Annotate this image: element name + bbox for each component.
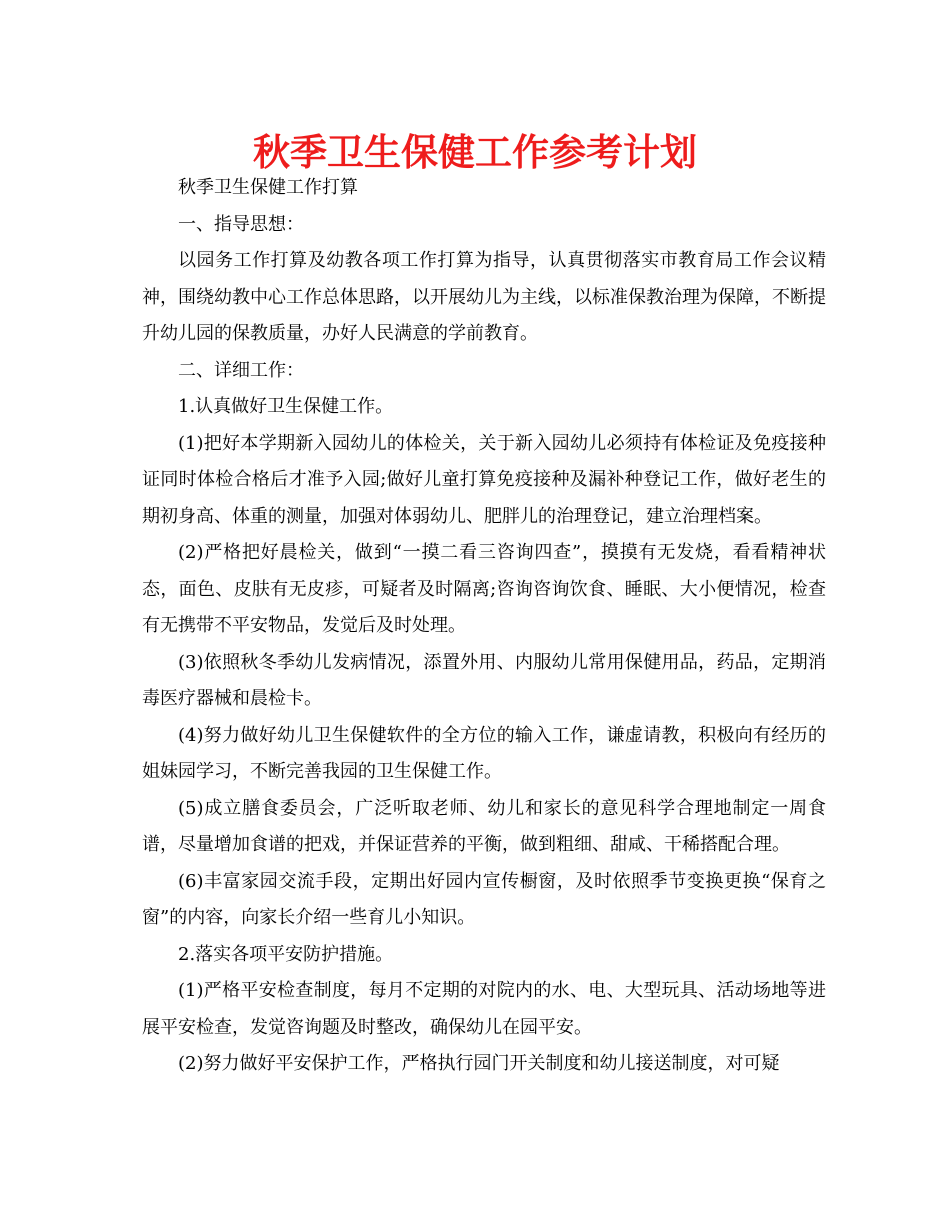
section-heading-detailed-work: 二、详细工作： xyxy=(178,359,304,381)
subsection-heading-health-care: 1.认真做好卫生保健工作。 xyxy=(178,396,394,417)
paragraph: 以园务工作打算及幼教各项工作打算为指导，认真贯彻落实市教育局工作会议精神，围绕幼教中心工作总体思路，以开展幼儿为主线，以标准保教治理为保障，不断提升幼儿园的保教质量，办好人民满意的学前教育。 xyxy=(142,250,826,344)
list-item: (3)依照秋冬季幼儿发病情况，添置外用、内服幼儿常用保健用品，药品，定期消毒医疗器械和晨检卡。 xyxy=(142,651,826,709)
subtitle-paragraph: 秋季卫生保健工作打算 xyxy=(178,177,358,198)
document-title: 秋季卫生保健工作参考计划 xyxy=(253,130,697,174)
list-item: (1)把好本学期新入园幼儿的体检关，关于新入园幼儿必须持有体检证及免疫接种证同时体检合格后才准予入园;做好儿童打算免疫接种及漏补种登记工作，做好老生的期初身高、体重的测量，加强对体弱幼儿、肥胖儿的治理登记，建立治理档案。 xyxy=(142,432,826,527)
list-item: (6)丰富家园交流手段，定期出好园内宣传橱窗，及时依照季节变换更换“保育之窗”的内容，向家长介绍一些育儿小知识。 xyxy=(142,870,826,928)
list-item: (5)成立膳食委员会，广泛听取老师、幼儿和家长的意见科学合理地制定一周食谱，尽量增加食谱的把戏，并保证营养的平衡，做到粗细、甜咸、干稀搭配合理。 xyxy=(142,797,826,855)
section-heading-guiding-ideas: 一、指导思想： xyxy=(178,213,304,235)
list-item: (2)努力做好平安保护工作，严格执行园门开关制度和幼儿接送制度，对可疑 xyxy=(178,1053,780,1074)
list-item: (4)努力做好幼儿卫生保健软件的全方位的输入工作，谦虚请教，积极向有经历的姐妹园学习，不断完善我园的卫生保健工作。 xyxy=(142,724,826,782)
list-item: (2)严格把好晨检关，做到“一摸二看三咨询四查”，摸摸有无发烧，看看精神状态，面色、皮肤有无皮疹，可疑者及时隔离;咨询咨询饮食、睡眠、大小便情况，检查有无携带不平安物品，发觉后及时处理。 xyxy=(142,542,826,636)
subsection-heading-safety: 2.落实各项平安防护措施。 xyxy=(178,943,394,965)
list-item: (1)严格平安检查制度，每月不定期的对院内的水、电、大型玩具、活动场地等进展平安检查，发觉咨询题及时整改，确保幼儿在园平安。 xyxy=(142,980,826,1038)
document-body xyxy=(142,170,826,1083)
